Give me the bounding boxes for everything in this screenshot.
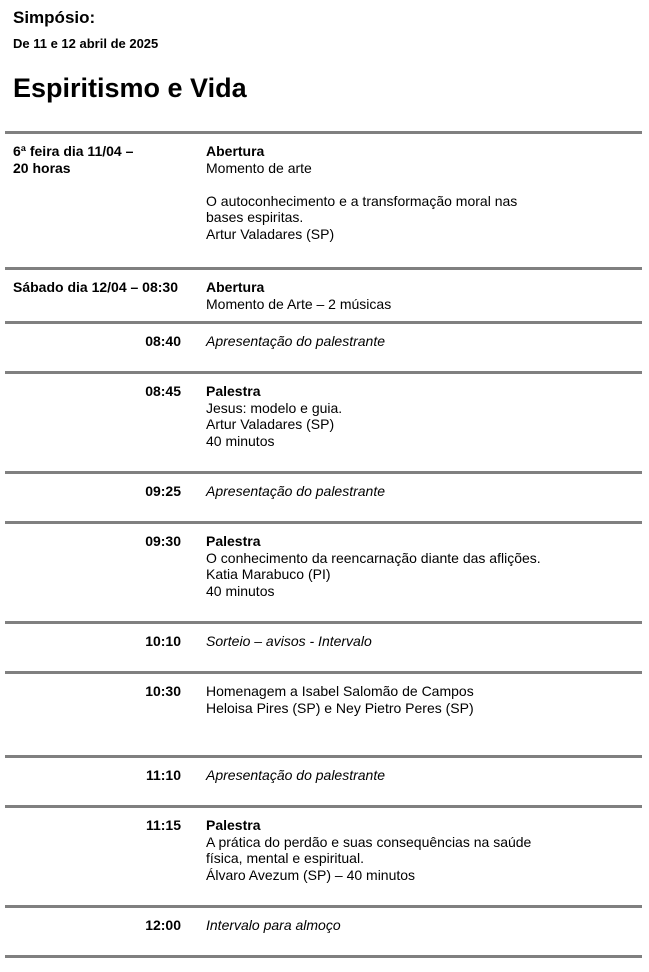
session-note: Apresentação do palestrante [206,483,386,499]
event-dates: De 11 e 12 abril de 2025 [13,36,159,51]
session-details [206,143,517,242]
session-details [206,917,341,934]
row-divider [5,955,642,958]
session-details [206,533,541,599]
session-type: Palestra [206,817,261,833]
schedule-row [0,471,649,499]
time-label: 12:00 [145,917,181,933]
time-label: 10:30 [145,683,181,699]
session-text: A prática do perdão e suas consequências na saúde [206,833,532,850]
schedule-row [0,371,649,449]
session-note: Apresentação do palestrante [206,767,386,783]
session-text: Álvaro Avezum (SP) – 40 minutos [206,866,416,883]
schedule-row [0,131,649,242]
session-type: Palestra [206,533,261,549]
schedule-row [0,267,649,312]
day-label: 6ª feira dia 11/04 – 20 horas [13,143,134,176]
time-label: 11:15 [145,817,181,833]
session-text: Momento de arte [206,159,312,176]
time-label: 11:10 [145,767,181,783]
session-note: Intervalo para almoço [206,917,341,933]
schedule-row [0,755,649,783]
session-text [206,176,517,193]
session-text: física, mental e espiritual. [206,850,364,866]
session-details [206,483,385,500]
session-details [206,633,372,650]
time-label: 09:25 [145,483,181,499]
session-note: Sorteio – avisos - Intervalo [206,633,372,649]
session-text: 40 minutos [206,432,275,449]
session-details [206,767,385,784]
schedule-row [0,805,649,883]
session-type: Abertura [206,143,265,159]
session-type: Palestra [206,383,261,399]
schedule-row [0,521,649,599]
time-label: 10:10 [145,633,181,649]
session-text: Jesus: modelo e guia. [206,399,343,416]
session-text: Artur Valadares (SP) [206,225,335,242]
session-details [206,683,474,716]
page-title: Espiritismo e Vida [13,73,247,103]
time-label: 09:30 [145,533,181,549]
session-text: Homenagem a Isabel Salomão de Campos [206,683,474,699]
session-text: O conhecimento da reencarnação diante das aflições. [206,549,541,566]
schedule-row [0,621,649,649]
session-text: Artur Valadares (SP) [206,416,335,432]
schedule-row [0,321,649,349]
session-text: Katia Marabuco (PI) [206,566,331,582]
time-label: 08:45 [145,383,181,399]
session-text: Heloisa Pires (SP) e Ney Pietro Peres (SP) [206,699,474,716]
session-note: Apresentação do palestrante [206,333,386,349]
schedule-row [0,905,649,933]
session-text: 40 minutos [206,582,275,599]
session-type: Abertura [206,279,265,295]
session-details [206,383,342,449]
symposium-label: Simpósio: [13,8,96,27]
session-text: Momento de Arte – 2 músicas [206,295,392,312]
session-text: O autoconhecimento e a transformação moral nas [206,192,518,209]
schedule-row [0,671,649,716]
session-text: bases espiritas. [206,209,304,225]
session-details [206,333,385,350]
session-details [206,279,391,312]
session-details [206,817,531,883]
time-label: 08:40 [145,333,181,349]
day-label: Sábado dia 12/04 – 08:30 [13,279,178,295]
